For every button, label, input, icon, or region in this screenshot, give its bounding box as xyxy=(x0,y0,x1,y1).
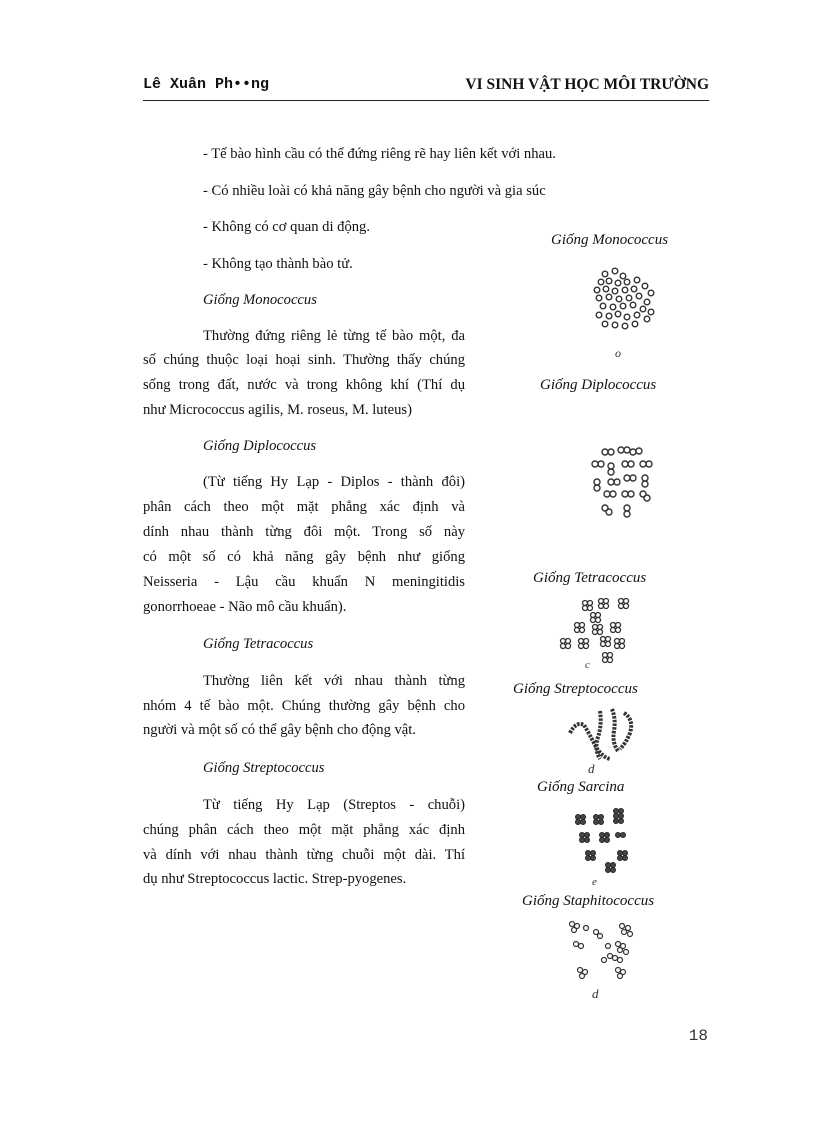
figure-label-streptococcus: Giống Streptococcus xyxy=(513,681,638,697)
bullet-item: - Không tạo thành bào tử. xyxy=(203,256,353,272)
tetracoccus-illustration xyxy=(555,595,645,675)
paragraph-line: nhóm 4 tế bào một. Chúng thường gây bệnh cho xyxy=(143,698,465,714)
sarcina-illustration xyxy=(568,803,648,888)
section-heading-monococcus: Giống Monococcus xyxy=(203,292,317,308)
paragraph-line: gonorrhoeae - Não mô cầu khuẩn). xyxy=(143,599,347,615)
staphilococcus-illustration xyxy=(560,918,650,1003)
paragraph-line: Từ tiếng Hy Lạp (Streptos - chuỗi) xyxy=(203,797,465,813)
bullet-item: - Có nhiều loài có khả năng gây bệnh cho người và gia súc xyxy=(203,183,546,199)
figure-label-diplococcus: Giống Diplococcus xyxy=(540,377,657,393)
paragraph-line: như Micrococcus agilis, M. roseus, M. luteus) xyxy=(143,402,412,418)
figure-label-monococcus: Giống Monococcus xyxy=(551,232,669,248)
figure-letter: o xyxy=(615,346,621,360)
paragraph-line: dính nhau thành từng đôi một. Trong số này xyxy=(143,524,465,540)
paragraph-line: và dính với nhau thành từng chuỗi một dài. Thí xyxy=(143,847,465,863)
paragraph-line: chúng phân cách theo một mặt phẳng xác định xyxy=(143,822,465,838)
figure-letter: d xyxy=(588,761,595,776)
paragraph-line: Thường đứng riêng lẻ từng tế bào một, đa xyxy=(203,328,465,344)
paragraph-line: Neisseria - Lậu cầu khuẩn N meningitidis xyxy=(143,574,465,590)
figure-label-tetracoccus: Giống Tetracoccus xyxy=(533,570,647,586)
bullet-item: - Tế bào hình cầu có thể đứng riêng rẽ hay liên kết với nhau. xyxy=(203,146,556,162)
monococcus-illustration xyxy=(585,262,665,362)
section-heading-streptococcus: Giống Streptococcus xyxy=(203,760,325,776)
paragraph-line: dụ như Streptococcus lactic. Strep-pyogenes. xyxy=(143,871,407,887)
figure-label-staphilococcus: Giống Staphitococcus xyxy=(522,893,655,909)
figure-letter: d xyxy=(592,986,599,1001)
section-heading-tetracoccus: Giống Tetracoccus xyxy=(203,636,314,652)
diplococcus-illustration xyxy=(583,442,663,537)
paragraph-line: sống trong đất, nước và trong không khí (Thí dụ xyxy=(143,377,465,393)
paragraph-line: người và một số có thể gây bệnh cho động vật. xyxy=(143,722,416,738)
paragraph-line: (Từ tiếng Hy Lạp - Diplos - thành đôi) xyxy=(203,474,465,490)
bullet-item: - Không có cơ quan di động. xyxy=(203,219,371,235)
figure-letter: e xyxy=(592,876,597,888)
figure-label-sarcina: Giống Sarcina xyxy=(537,779,625,795)
page-number: 18 xyxy=(688,1027,708,1045)
header-rule xyxy=(143,100,709,101)
paragraph-line: Thường liên kết với nhau thành từng xyxy=(203,673,465,689)
streptococcus-illustration xyxy=(560,703,650,778)
header-title: VI SINH VẬT HỌC MÔI TRƯỜNG xyxy=(465,76,709,93)
paragraph-line: phân cách theo một mặt phẳng xác định và xyxy=(143,499,465,515)
section-heading-diplococcus: Giống Diplococcus xyxy=(203,438,317,454)
figure-letter: c xyxy=(585,659,590,671)
header-author: Lê Xuân Ph••ng xyxy=(143,76,270,93)
paragraph-line: số chúng thuộc loại hoại sinh. Thường thấy chúng xyxy=(143,352,465,368)
paragraph-line: có một số có khả năng gây bệnh như giống xyxy=(143,549,465,565)
